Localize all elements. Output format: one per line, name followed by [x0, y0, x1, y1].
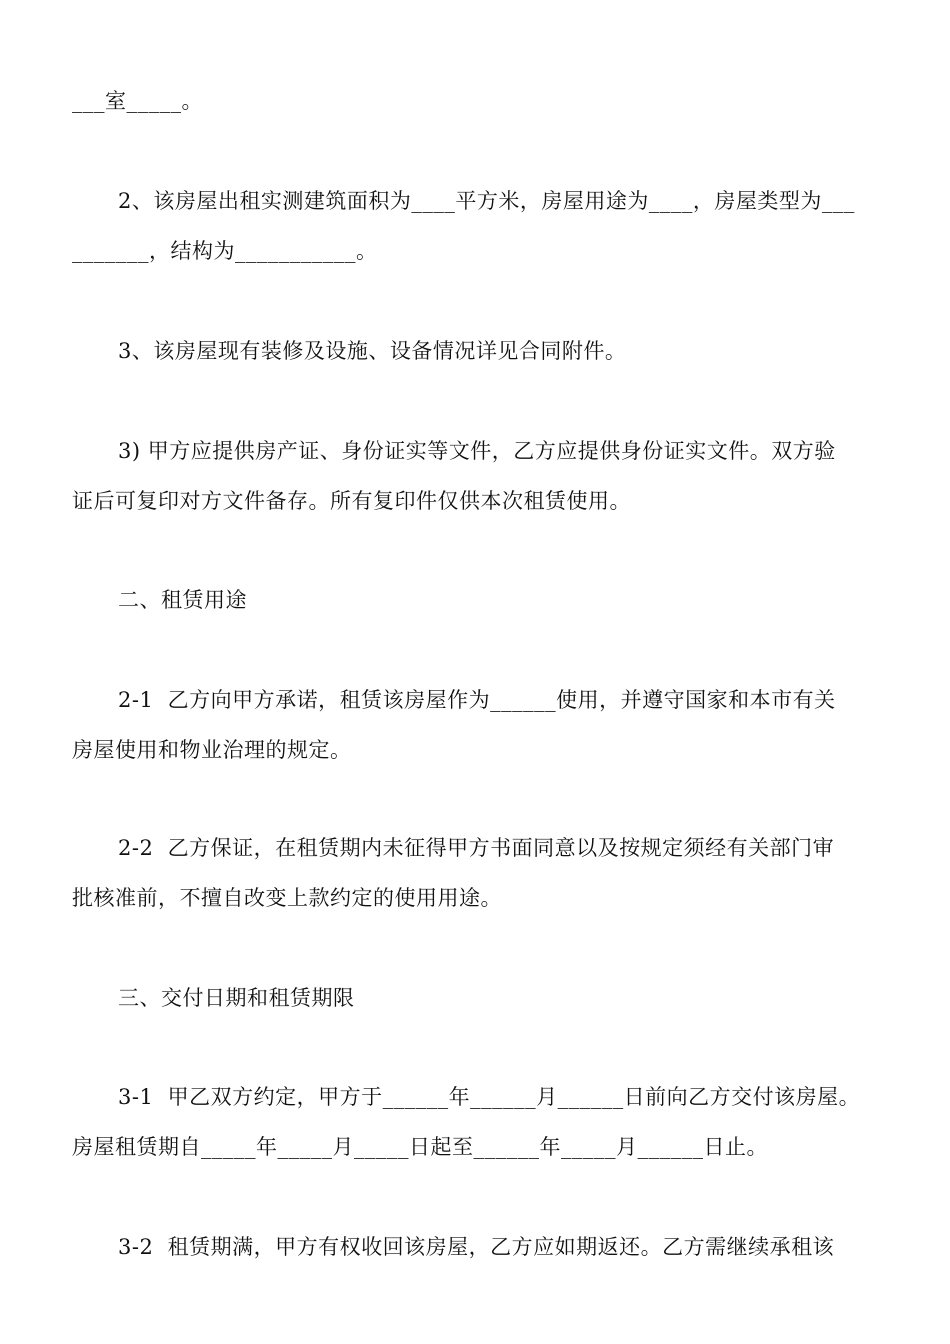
section-heading-purpose: 二、租赁用途: [118, 588, 247, 612]
clause-3-facilities: 3、该房屋现有装修及设施、设备情况详见合同附件。: [118, 339, 627, 363]
clause-3-2: 3-2 租赁期满，甲方有权收回该房屋，乙方应如期返还。乙方需继续承租该: [118, 1235, 835, 1259]
section-heading-delivery: 三、交付日期和租赁期限: [118, 986, 355, 1010]
clause-3-documents: 3) 甲方应提供房产证、身份证实等文件，乙方应提供身份证实文件。双方验: [118, 439, 836, 463]
clause-3-1-cont: 房屋租赁期自_____年_____月_____日起至______年_____月______日止。: [72, 1135, 768, 1159]
clause-2-1-cont: 房屋使用和物业治理的规定。: [72, 738, 352, 762]
clause-3-1: 3-1 甲乙双方约定，甲方于______年______月______日前向乙方交付该房屋。: [118, 1085, 861, 1109]
clause-2-2: 2-2 乙方保证，在租赁期内未征得甲方书面同意以及按规定须经有关部门审: [118, 836, 835, 860]
text-line-room: ___室_____。: [72, 89, 203, 113]
clause-2-area: 2、该房屋出租实测建筑面积为____平方米，房屋用途为____，房屋类型为___: [118, 189, 855, 213]
clause-2-1: 2-1 乙方向甲方承诺，租赁该房屋作为______使用，并遵守国家和本市有关: [118, 688, 836, 712]
clause-2-area-cont: _______，结构为___________。: [72, 239, 378, 263]
clause-2-2-cont: 批核准前，不擅自改变上款约定的使用用途。: [72, 886, 502, 910]
clause-3-documents-cont: 证后可复印对方文件备存。所有复印件仅供本次租赁使用。: [72, 489, 631, 513]
